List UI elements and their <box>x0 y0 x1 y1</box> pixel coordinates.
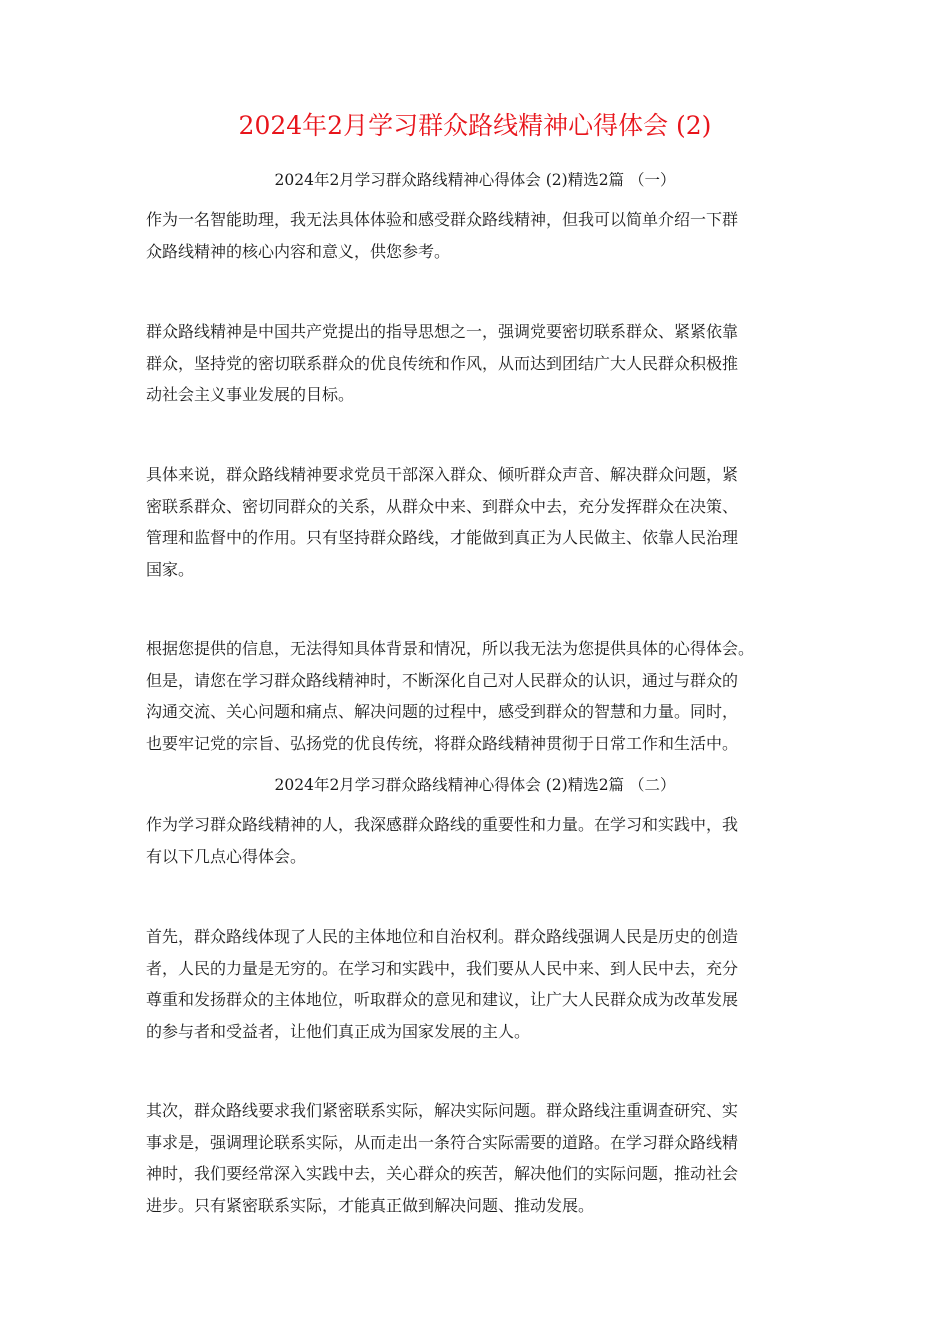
paragraph-line: 根据您提供的信息，无法得知具体背景和情况，所以我无法为您提供具体的心得体会。 <box>146 639 755 658</box>
paragraph-line: 动社会主义事业发展的目标。 <box>146 385 355 404</box>
paragraph-line: 有以下几点心得体会。 <box>146 846 307 866</box>
paragraph-line: 群众，坚持党的密切联系群众的优良传统和作风，从而达到团结广大人民群众积极推 <box>146 353 739 373</box>
paragraph-line: 首先，群众路线体现了人民的主体地位和自治权利。群众路线强调人民是历史的创造 <box>146 927 739 946</box>
paragraph-1-4 <box>146 633 754 759</box>
paragraph-line: 具体来说，群众路线精神要求党员干部深入群众、倾听群众声音、解决群众问题，紧 <box>146 465 739 484</box>
section-heading-1: 2024年2月学习群众路线精神心得体会 (2)精选2篇 （一） <box>274 171 676 189</box>
paragraph-1-1 <box>146 204 738 267</box>
paragraph-line: 者，人民的力量是无穷的。在学习和实践中，我们要从人民中来、到人民中去，充分 <box>146 958 739 978</box>
paragraph-line: 作为一名智能助理，我无法具体体验和感受群众路线精神，但我可以简单介绍一下群 <box>146 210 739 229</box>
paragraph-line: 密联系群众、密切同群众的关系，从群众中来、到群众中去，充分发挥群众在决策、 <box>146 496 739 516</box>
paragraph-2-2 <box>146 921 738 1047</box>
paragraph-line: 但是，请您在学习群众路线精神时，不断深化自己对人民群众的认识，通过与群众的 <box>146 670 739 690</box>
paragraph-line: 进步。只有紧密联系实际，才能真正做到解决问题、推动发展。 <box>146 1195 595 1215</box>
paragraph-line: 群众路线精神是中国共产党提出的指导思想之一，强调党要密切联系群众、紧紧依靠 <box>146 322 739 341</box>
paragraph-line: 事求是，强调理论联系实际，从而走出一条符合实际需要的道路。在学习群众路线精 <box>146 1132 739 1152</box>
paragraph-line: 众路线精神的核心内容和意义，供您参考。 <box>146 241 451 261</box>
document-title: 2024年2月学习群众路线精神心得体会 (2) <box>238 111 712 140</box>
paragraph-1-2 <box>146 316 738 411</box>
paragraph-line: 其次，群众路线要求我们紧密联系实际，解决实际问题。群众路线注重调查研究、实 <box>146 1101 739 1120</box>
paragraph-line: 神时，我们要经常深入实践中去，关心群众的疾苦，解决他们的实际问题，推动社会 <box>146 1164 739 1183</box>
paragraph-line: 国家。 <box>146 559 195 579</box>
section-heading-2: 2024年2月学习群众路线精神心得体会 (2)精选2篇 （二） <box>274 776 676 794</box>
paragraph-line: 的参与者和受益者，让他们真正成为国家发展的主人。 <box>146 1021 531 1041</box>
paragraph-line: 沟通交流、关心问题和痛点、解决问题的过程中，感受到群众的智慧和力量。同时， <box>146 702 739 721</box>
paragraph-line: 管理和监督中的作用。只有坚持群众路线，才能做到真正为人民做主、依靠人民治理 <box>146 528 739 547</box>
paragraph-2-1 <box>146 809 738 872</box>
paragraph-line: 尊重和发扬群众的主体地位，听取群众的意见和建议，让广大人民群众成为改革发展 <box>146 990 739 1009</box>
paragraph-line: 也要牢记党的宗旨、弘扬党的优良传统，将群众路线精神贯彻于日常工作和生活中。 <box>146 733 739 753</box>
paragraph-1-3 <box>146 459 738 585</box>
paragraph-line: 作为学习群众路线精神的人，我深感群众路线的重要性和力量。在学习和实践中，我 <box>146 815 739 834</box>
paragraph-2-3 <box>146 1095 738 1221</box>
